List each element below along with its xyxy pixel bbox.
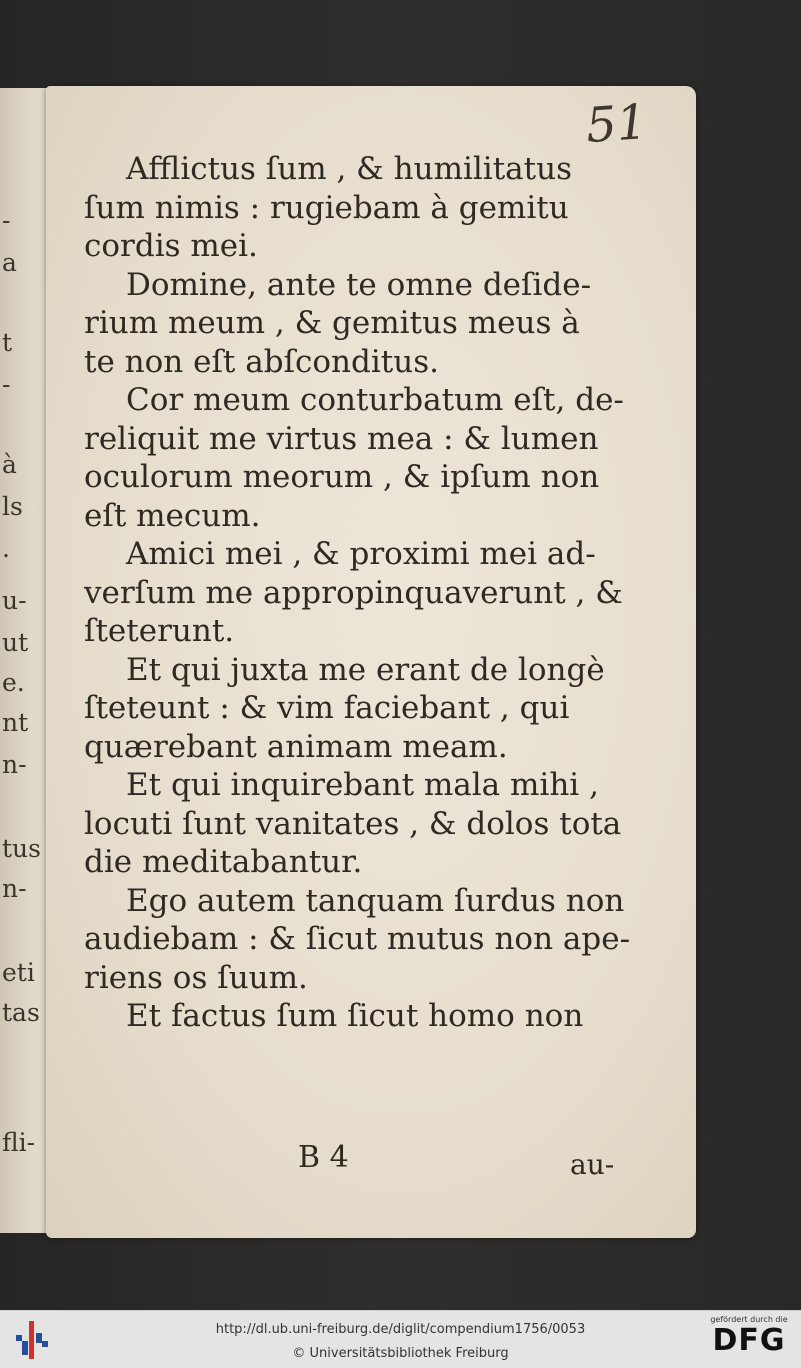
text-line: Amici mei , & proximi mei ad- — [126, 536, 596, 572]
left-page-fragment: - — [2, 206, 11, 235]
text-line: Et qui juxta me erant de longè — [126, 651, 605, 688]
text-line: audiebam : & ſicut mutus non ape- — [84, 921, 631, 957]
left-page-fragment: t — [2, 328, 13, 357]
left-page-fragment: a — [2, 248, 17, 277]
text-line: Afflictus ſum , & humilitatus — [126, 151, 572, 187]
text-line: Domine, ante te omne deſide- — [126, 266, 592, 303]
text-line: cordis mei. — [84, 228, 258, 264]
text-line: Cor meum conturbatum eſt, de- — [126, 382, 624, 418]
dfg-badge — [703, 1315, 795, 1365]
left-page-fragment: tus — [2, 834, 41, 863]
text-line: Ego autem tanquam ſurdus non — [126, 882, 625, 919]
text-line: ſteterunt. — [84, 613, 235, 649]
dfg-logo: DFG — [712, 1323, 786, 1358]
left-page-fragment: n- — [2, 874, 27, 903]
left-page-fragment: à — [2, 450, 17, 479]
left-page-fragment: e. — [2, 668, 25, 697]
permalink-url[interactable]: http://dl.ub.uni-freiburg.de/diglit/compendium1756/0053 — [215, 1322, 586, 1337]
text-line: rium meum , & gemitus meus à — [84, 305, 580, 341]
text-line: reliquit me virtus mea : & lumen — [84, 420, 599, 457]
left-page-fragment: tas — [2, 998, 40, 1027]
text-line: ſum nimis : rugiebam à gemitu — [84, 189, 569, 226]
text-line: locuti ſunt vanitates , & dolos tota — [84, 805, 622, 842]
text-line: verſum me appropinquaverunt , & — [84, 574, 623, 611]
left-page-fragment: eti — [2, 958, 35, 987]
left-page-fragment: - — [2, 370, 11, 399]
text-line: oculorum meorum , & ipſum non — [84, 459, 600, 495]
left-page-fragment: nt — [2, 708, 29, 737]
text-line: quærebant animam meam. — [84, 728, 508, 765]
text-line: Et factus ſum ſicut homo non — [126, 998, 584, 1034]
text-line: eſt mecum. — [84, 497, 261, 534]
text-line: Et qui inquirebant mala mihi , — [126, 767, 599, 803]
left-page-fragment: u- — [2, 586, 27, 615]
viewer-footer — [0, 1310, 801, 1368]
page-text — [84, 150, 644, 1036]
left-page-fragment: fli- — [2, 1128, 36, 1157]
left-page-fragment: n- — [2, 750, 27, 779]
folio-number: 51 — [584, 93, 649, 155]
left-page-fragment: ut — [2, 628, 29, 657]
left-page-fragment: . — [2, 534, 10, 563]
catchword: au- — [570, 1148, 615, 1181]
dfg-caption: gefördert durch die — [710, 1315, 788, 1324]
text-line: te non eſt abſconditus. — [84, 343, 439, 380]
text-line: riens os ſuum. — [84, 959, 308, 996]
text-line: ſteteunt : & vim faciebant , qui — [84, 690, 570, 726]
text-line: die meditabantur. — [84, 844, 363, 880]
copyright-notice: © Universitätsbibliothek Freiburg — [292, 1346, 509, 1361]
signature-mark: B 4 — [298, 1140, 349, 1175]
left-page-fragment: ls — [2, 492, 23, 521]
